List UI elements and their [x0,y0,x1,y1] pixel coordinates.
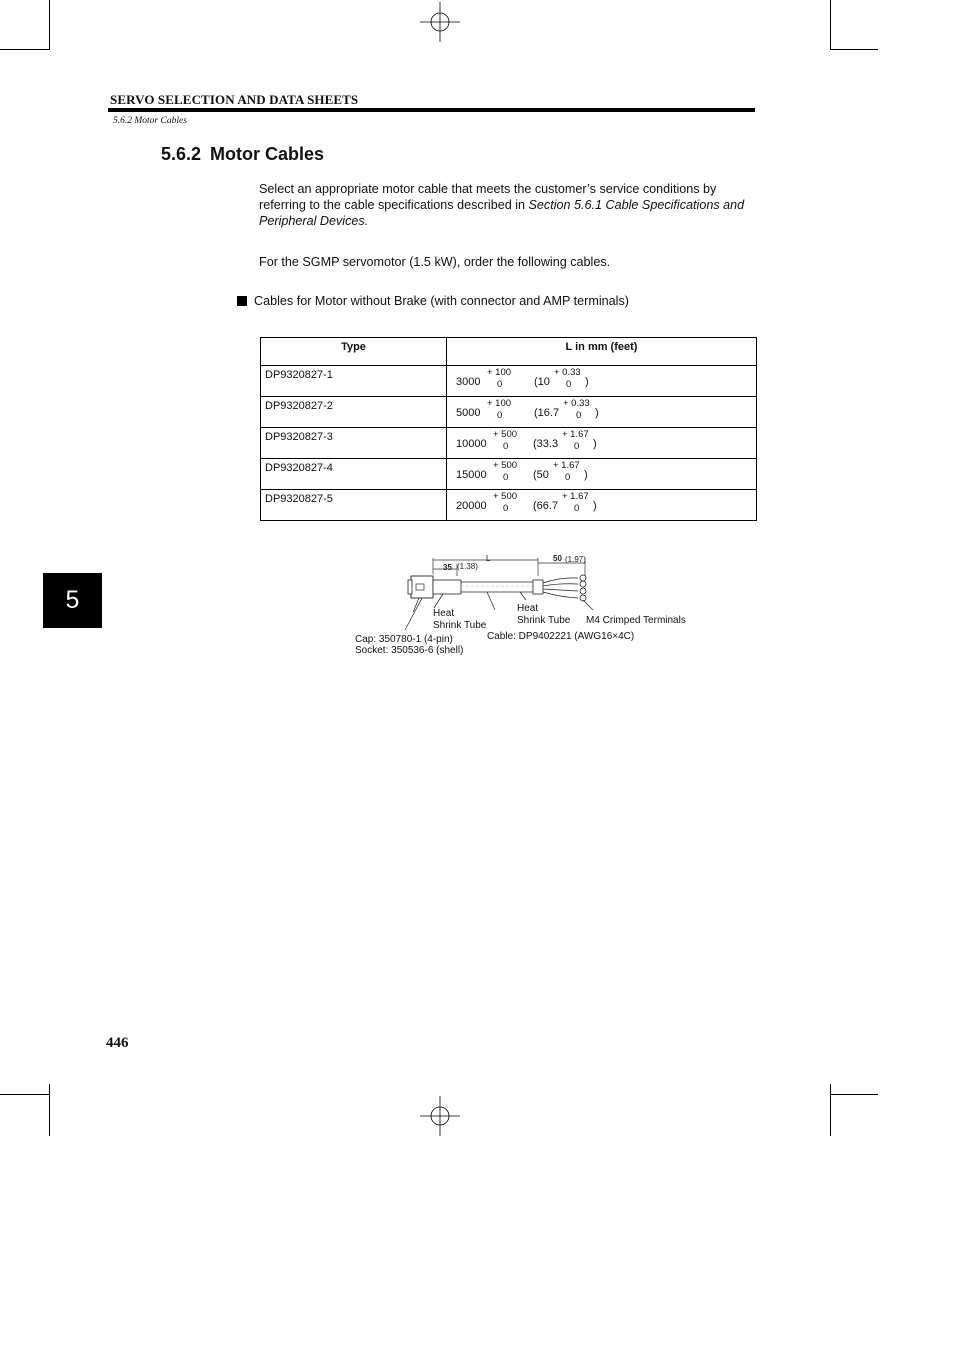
feet-tolerance-minus: 0 [566,379,572,390]
length-mm: 15000 [456,469,487,481]
section-reference: Section 5.6.1 Cable Specifications and Peripheral Devices. [259,198,745,228]
table-row [261,428,757,459]
feet-tolerance-plus: + 0.33 [554,367,581,378]
feet-tolerance-plus: + 1.67 [562,429,589,440]
length-feet: (16.7 [534,407,560,419]
table-header-row [261,338,757,366]
table-row [261,459,757,490]
table-row [261,490,757,521]
column-header-type: Type [261,338,447,366]
crop-mark [49,0,50,50]
mm-tolerance-plus: + 500 [493,429,518,440]
table-row [261,397,757,428]
section-title-text: Motor Cables [210,144,325,164]
mm-tolerance-plus: + 500 [493,460,518,471]
dimension-50: 50 [553,554,562,563]
length-feet: (33.3 [533,438,559,450]
feet-tolerance-minus: 0 [574,503,580,514]
section-number: 5.6.2 [161,144,202,164]
crop-mark [830,1094,878,1095]
length-mm: 20000 [456,500,487,512]
registration-mark-icon [420,1096,460,1136]
registration-mark-icon [420,2,460,42]
page-number: 446 [106,1035,129,1051]
cable-diagram [395,550,625,612]
mm-tolerance-minus: 0 [503,503,509,514]
closing-paren: ) [584,469,588,481]
feet-tolerance-minus: 0 [574,441,580,452]
cable-type: DP9320827-1 [261,366,447,397]
crop-mark [830,1084,831,1136]
heat-shrink-tube-left-label: Heat Shrink Tube [433,608,487,631]
mm-tolerance-minus: 0 [497,379,503,390]
closing-paren: ) [593,500,597,512]
length-mm: 3000 [456,376,481,388]
cable-type: DP9320827-4 [261,459,447,490]
cable-length [447,490,757,521]
intro-text: Select an appropriate motor cable that meets the customer’s service conditions by referring to the cable specifications described in [259,182,717,212]
crop-mark [830,49,878,50]
cable-label: Cable: DP9402221 (AWG16×4C) [487,631,635,642]
feet-tolerance-plus: + 1.67 [553,460,580,471]
mm-tolerance-minus: 0 [497,410,503,421]
intro-paragraph [259,181,756,229]
terminals-label: M4 Crimped Terminals [586,615,686,626]
header-rule [108,108,755,112]
length-feet: (50 [533,469,549,481]
feet-tolerance-minus: 0 [565,472,571,483]
closing-paren: ) [595,407,599,419]
cable-length [447,397,757,428]
dimension-35: 35 [443,563,452,572]
mm-tolerance-plus: + 500 [493,491,518,502]
cap-label: Cap: 350780-1 (4-pin) [355,634,453,645]
feet-tolerance-plus: + 0.33 [563,398,590,409]
cable-type: DP9320827-2 [261,397,447,428]
section-title [161,144,324,165]
cable-length [447,366,757,397]
closing-paren: ) [593,438,597,450]
length-mm: 5000 [456,407,481,419]
length-feet: (66.7 [533,500,559,512]
mm-tolerance-plus: + 100 [487,367,512,378]
dimension-50-inches: (1.97) [565,555,586,564]
cable-length [447,459,757,490]
running-header-title: SERVO SELECTION AND DATA SHEETS [110,92,359,107]
order-note: For the SGMP servomotor (1.5 kW), order the following cables. [259,255,611,269]
feet-tolerance-minus: 0 [576,410,582,421]
socket-label: Socket: 350536-6 (shell) [355,645,464,656]
column-header-length: L in mm (feet) [447,338,757,366]
mm-tolerance-plus: + 100 [487,398,512,409]
table-heading [237,294,629,308]
connector-leader-line [395,598,425,632]
square-bullet-icon [237,296,247,306]
cable-type: DP9320827-3 [261,428,447,459]
feet-tolerance-plus: + 1.67 [562,491,589,502]
closing-paren: ) [585,376,589,388]
crop-mark [830,0,831,50]
chapter-tab: 5 [43,573,102,628]
dimension-l: L [486,554,491,563]
dimension-35-inches: (1.38) [457,562,478,571]
mm-tolerance-minus: 0 [503,472,509,483]
running-header-subtitle: 5.6.2 Motor Cables [113,116,187,126]
cable-type: DP9320827-5 [261,490,447,521]
cable-table [260,337,757,521]
mm-tolerance-minus: 0 [503,441,509,452]
length-mm: 10000 [456,438,487,450]
crop-mark [0,49,50,50]
cable-length [447,428,757,459]
crop-mark [49,1084,50,1136]
heat-shrink-tube-right-label: Heat Shrink Tube [517,603,571,626]
crop-mark [0,1094,50,1095]
table-row [261,366,757,397]
length-feet: (10 [534,376,550,388]
table-heading-text: Cables for Motor without Brake (with connector and AMP terminals) [254,294,629,308]
